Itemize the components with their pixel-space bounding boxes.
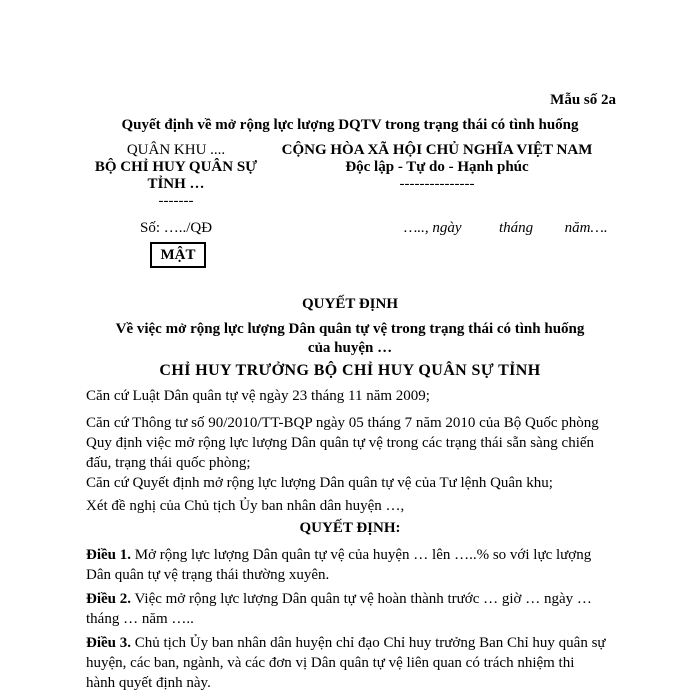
decision-title: QUYẾT ĐỊNH [302, 296, 398, 312]
article-2-line-2: tháng … năm ….. [86, 611, 194, 627]
article-2-line-1 [86, 589, 618, 609]
org-line-command: BỘ CHỈ HUY QUÂN SỰ [94, 159, 258, 175]
article-3 [86, 633, 618, 693]
org-line-military-region: QUÂN KHU .... [126, 142, 226, 158]
motto-divider: --------------- [399, 176, 475, 192]
proposal-basis-text: Xét đề nghị của Chủ tịch Ủy ban nhân dân huyện …, [86, 498, 405, 514]
legal-basis-1 [86, 386, 618, 406]
country-name: CỘNG HÒA XÃ HỘI CHỦ NGHĨA VIỆT NAM [281, 142, 593, 158]
form-number: Mẫu số 2a [550, 92, 616, 108]
article-1-text: Mở rộng lực lượng Dân quân tự vệ của huyện … lên …..% so với lực lượng [131, 547, 592, 563]
document-type-title: Quyết định về mở rộng lực lượng DQTV trong trạng thái có tình huống [121, 117, 579, 133]
national-motto: Độc lập - Tự do - Hạnh phúc [345, 159, 529, 175]
article-2-label: Điều 2. [86, 591, 131, 607]
legal-basis-1-text: Căn cứ Luật Dân quân tự vệ ngày 23 tháng 11 năm 2009; [86, 388, 430, 404]
article-3-text: Chủ tịch Ủy ban nhân dân huyện chỉ đạo Chỉ huy trưởng Ban Chỉ huy quân sự [131, 635, 606, 651]
article-3-line-1 [86, 633, 618, 653]
legal-basis-2-line-3: đấu, trạng thái quốc phòng; [86, 455, 251, 471]
proposal-basis [86, 496, 618, 516]
national-header [270, 142, 604, 193]
article-1-line-2: Dân quân tự vệ trạng thái thường xuyên. [86, 567, 330, 583]
legal-basis-2-line-1: Căn cứ Thông tư số 90/2010/TT-BQP ngày 05 tháng 7 năm 2010 của Bộ Quốc phòng [86, 415, 599, 431]
decision-subject [0, 320, 700, 358]
subject-line-1: Về việc mở rộng lực lượng Dân quân tự vệ trong trạng thái có tình huống [115, 321, 585, 337]
article-2-text: Việc mở rộng lực lượng Dân quân tự vệ hoàn thành trước … giờ … ngày … [131, 591, 592, 607]
article-2 [86, 589, 618, 629]
secret-stamp: MẬT [150, 242, 206, 268]
issuing-authority: CHỈ HUY TRƯỞNG BỘ CHỈ HUY QUÂN SỰ TỈNH [159, 362, 541, 379]
date-month: tháng [499, 220, 534, 236]
org-divider: ------- [158, 193, 194, 209]
document-number: Số: …../QĐ [140, 220, 213, 236]
article-1-label: Điều 1. [86, 547, 131, 563]
decision-heading: QUYẾT ĐỊNH: [299, 520, 401, 536]
article-3-line-3: hành quyết định này. [86, 675, 211, 691]
issuing-organization [86, 142, 266, 210]
article-3-label: Điều 3. [86, 635, 131, 651]
date-place-day: ….., ngày [404, 220, 462, 236]
legal-basis-3-text: Căn cứ Quyết định mở rộng lực lượng Dân quân tự vệ của Tư lệnh Quân khu; [86, 475, 553, 491]
date-year: năm…. [564, 220, 608, 236]
article-3-line-2: huyện, các ban, ngành, và các đơn vị Dân quân tự vệ liên quan có trách nhiệm thi [86, 655, 575, 671]
legal-basis-3 [86, 473, 618, 493]
article-1-line-1 [86, 545, 618, 565]
subject-line-2: của huyện … [307, 340, 393, 356]
article-1 [86, 545, 618, 585]
org-line-province: TỈNH … [147, 176, 205, 192]
legal-basis-2-line-2: Quy định việc mở rộng lực lượng Dân quân tự vệ trong các trạng thái sẵn sàng chiến [86, 435, 595, 451]
date-line [404, 220, 608, 237]
legal-basis-2 [86, 413, 618, 473]
